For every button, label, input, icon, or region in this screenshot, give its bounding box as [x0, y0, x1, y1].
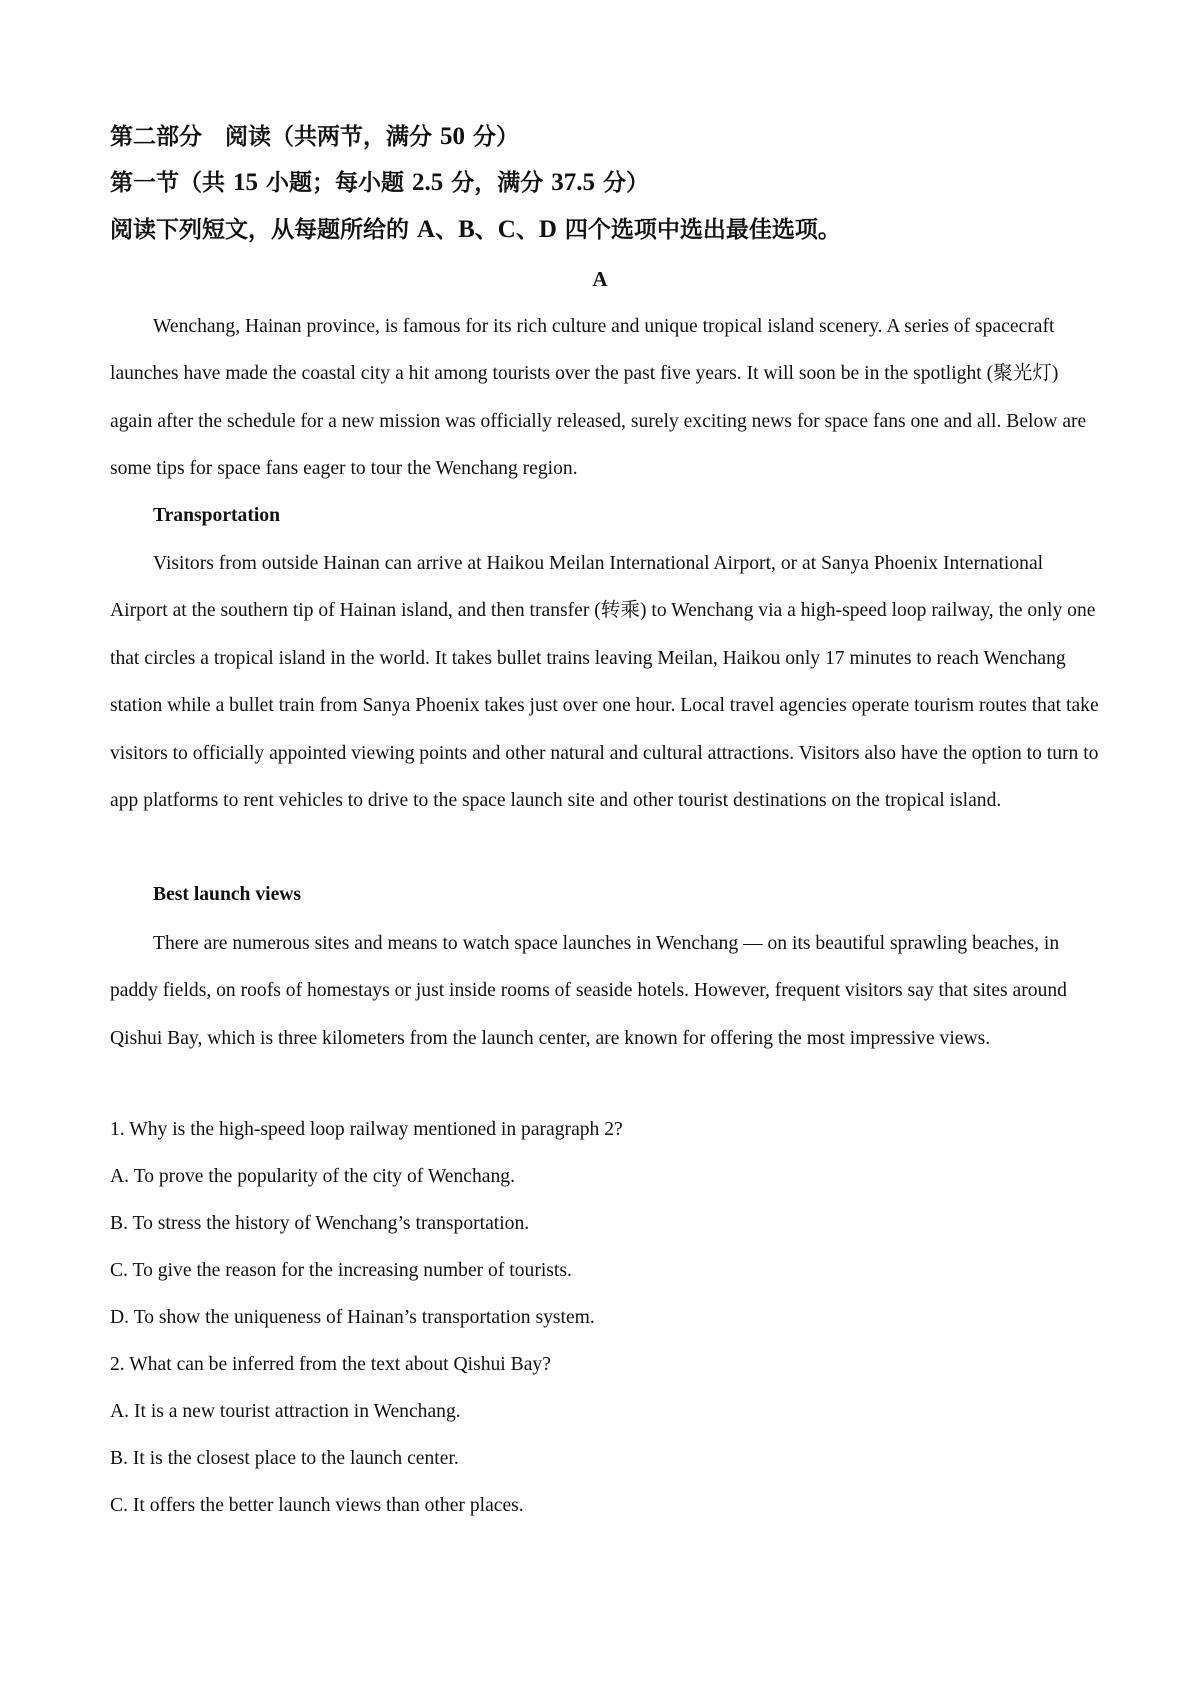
question-1-option-c: C. To give the reason for the increasing number of tourists.	[110, 1260, 572, 1281]
passage-intro-paragraph: Wenchang, Hainan province, is famous for its rich culture and unique tropical island scenery. A series of spacecraft launches have made the coastal city a hit among tourists over the past five years. It will soon be in the spotlight (聚光灯) again after the schedule for a new mission was officially released, surely exciting news for space fans one and all. Below are some tips for space fans eager to tour the Wenchang region.	[110, 316, 1087, 480]
section-title: 第一节（共 15 小题；每小题 2.5 分，满分 37.5 分）	[110, 169, 650, 196]
transportation-paragraph: Visitors from outside Hainan can arrive at Haikou Meilan International Airport, or at Sanya Phoenix International Airport at the southern tip of Hainan island, and then transfer (转乘) to Wenchang via a high-speed loop railway, the only one that circles a tropical island in the world. It takes bullet trains leaving Meilan, Haikou only 17 minutes to reach Wenchang station while a bullet train from Sanya Phoenix takes just over one hour. Local travel agencies operate tourism routes that take visitors to officially appointed viewing points and other natural and cultural attractions. Visitors also have the option to turn to app platforms to rent vehicles to drive to the space launch site and other tourist destinations on the tropical island.	[110, 553, 1099, 812]
question-2-option-b: B. It is the closest place to the launch center.	[110, 1448, 459, 1469]
question-1-option-d: D. To show the uniqueness of Hainan’s transportation system.	[110, 1307, 595, 1328]
passage-label: A	[592, 267, 608, 291]
instructions: 阅读下列短文，从每题所给的 A、B、C、D 四个选项中选出最佳选项。	[110, 216, 841, 243]
best-launch-views-paragraph: There are numerous sites and means to watch space launches in Wenchang — on its beautiful sprawling beaches, in paddy fields, on roofs of homestays or just inside rooms of seaside hotels. However, frequent visitors say that sites around Qishui Bay, which is three kilometers from the launch center, are known for offering the most impressive views.	[110, 933, 1067, 1049]
section-heading-best-launch-views: Best launch views	[153, 884, 302, 905]
question-1-option-b: B. To stress the history of Wenchang’s transportation.	[110, 1213, 530, 1234]
part-title: 第二部分 阅读（共两节，满分 50 分）	[110, 123, 520, 150]
question-2-stem: 2. What can be inferred from the text about Qishui Bay?	[110, 1354, 551, 1375]
section-heading-transportation: Transportation	[153, 505, 281, 526]
question-2-option-a: A. It is a new tourist attraction in Wenchang.	[110, 1401, 461, 1422]
question-2-option-c: C. It offers the better launch views than other places.	[110, 1495, 524, 1516]
question-1-option-a: A. To prove the popularity of the city of Wenchang.	[110, 1166, 515, 1187]
question-1-stem: 1. Why is the high-speed loop railway mentioned in paragraph 2?	[110, 1119, 623, 1140]
